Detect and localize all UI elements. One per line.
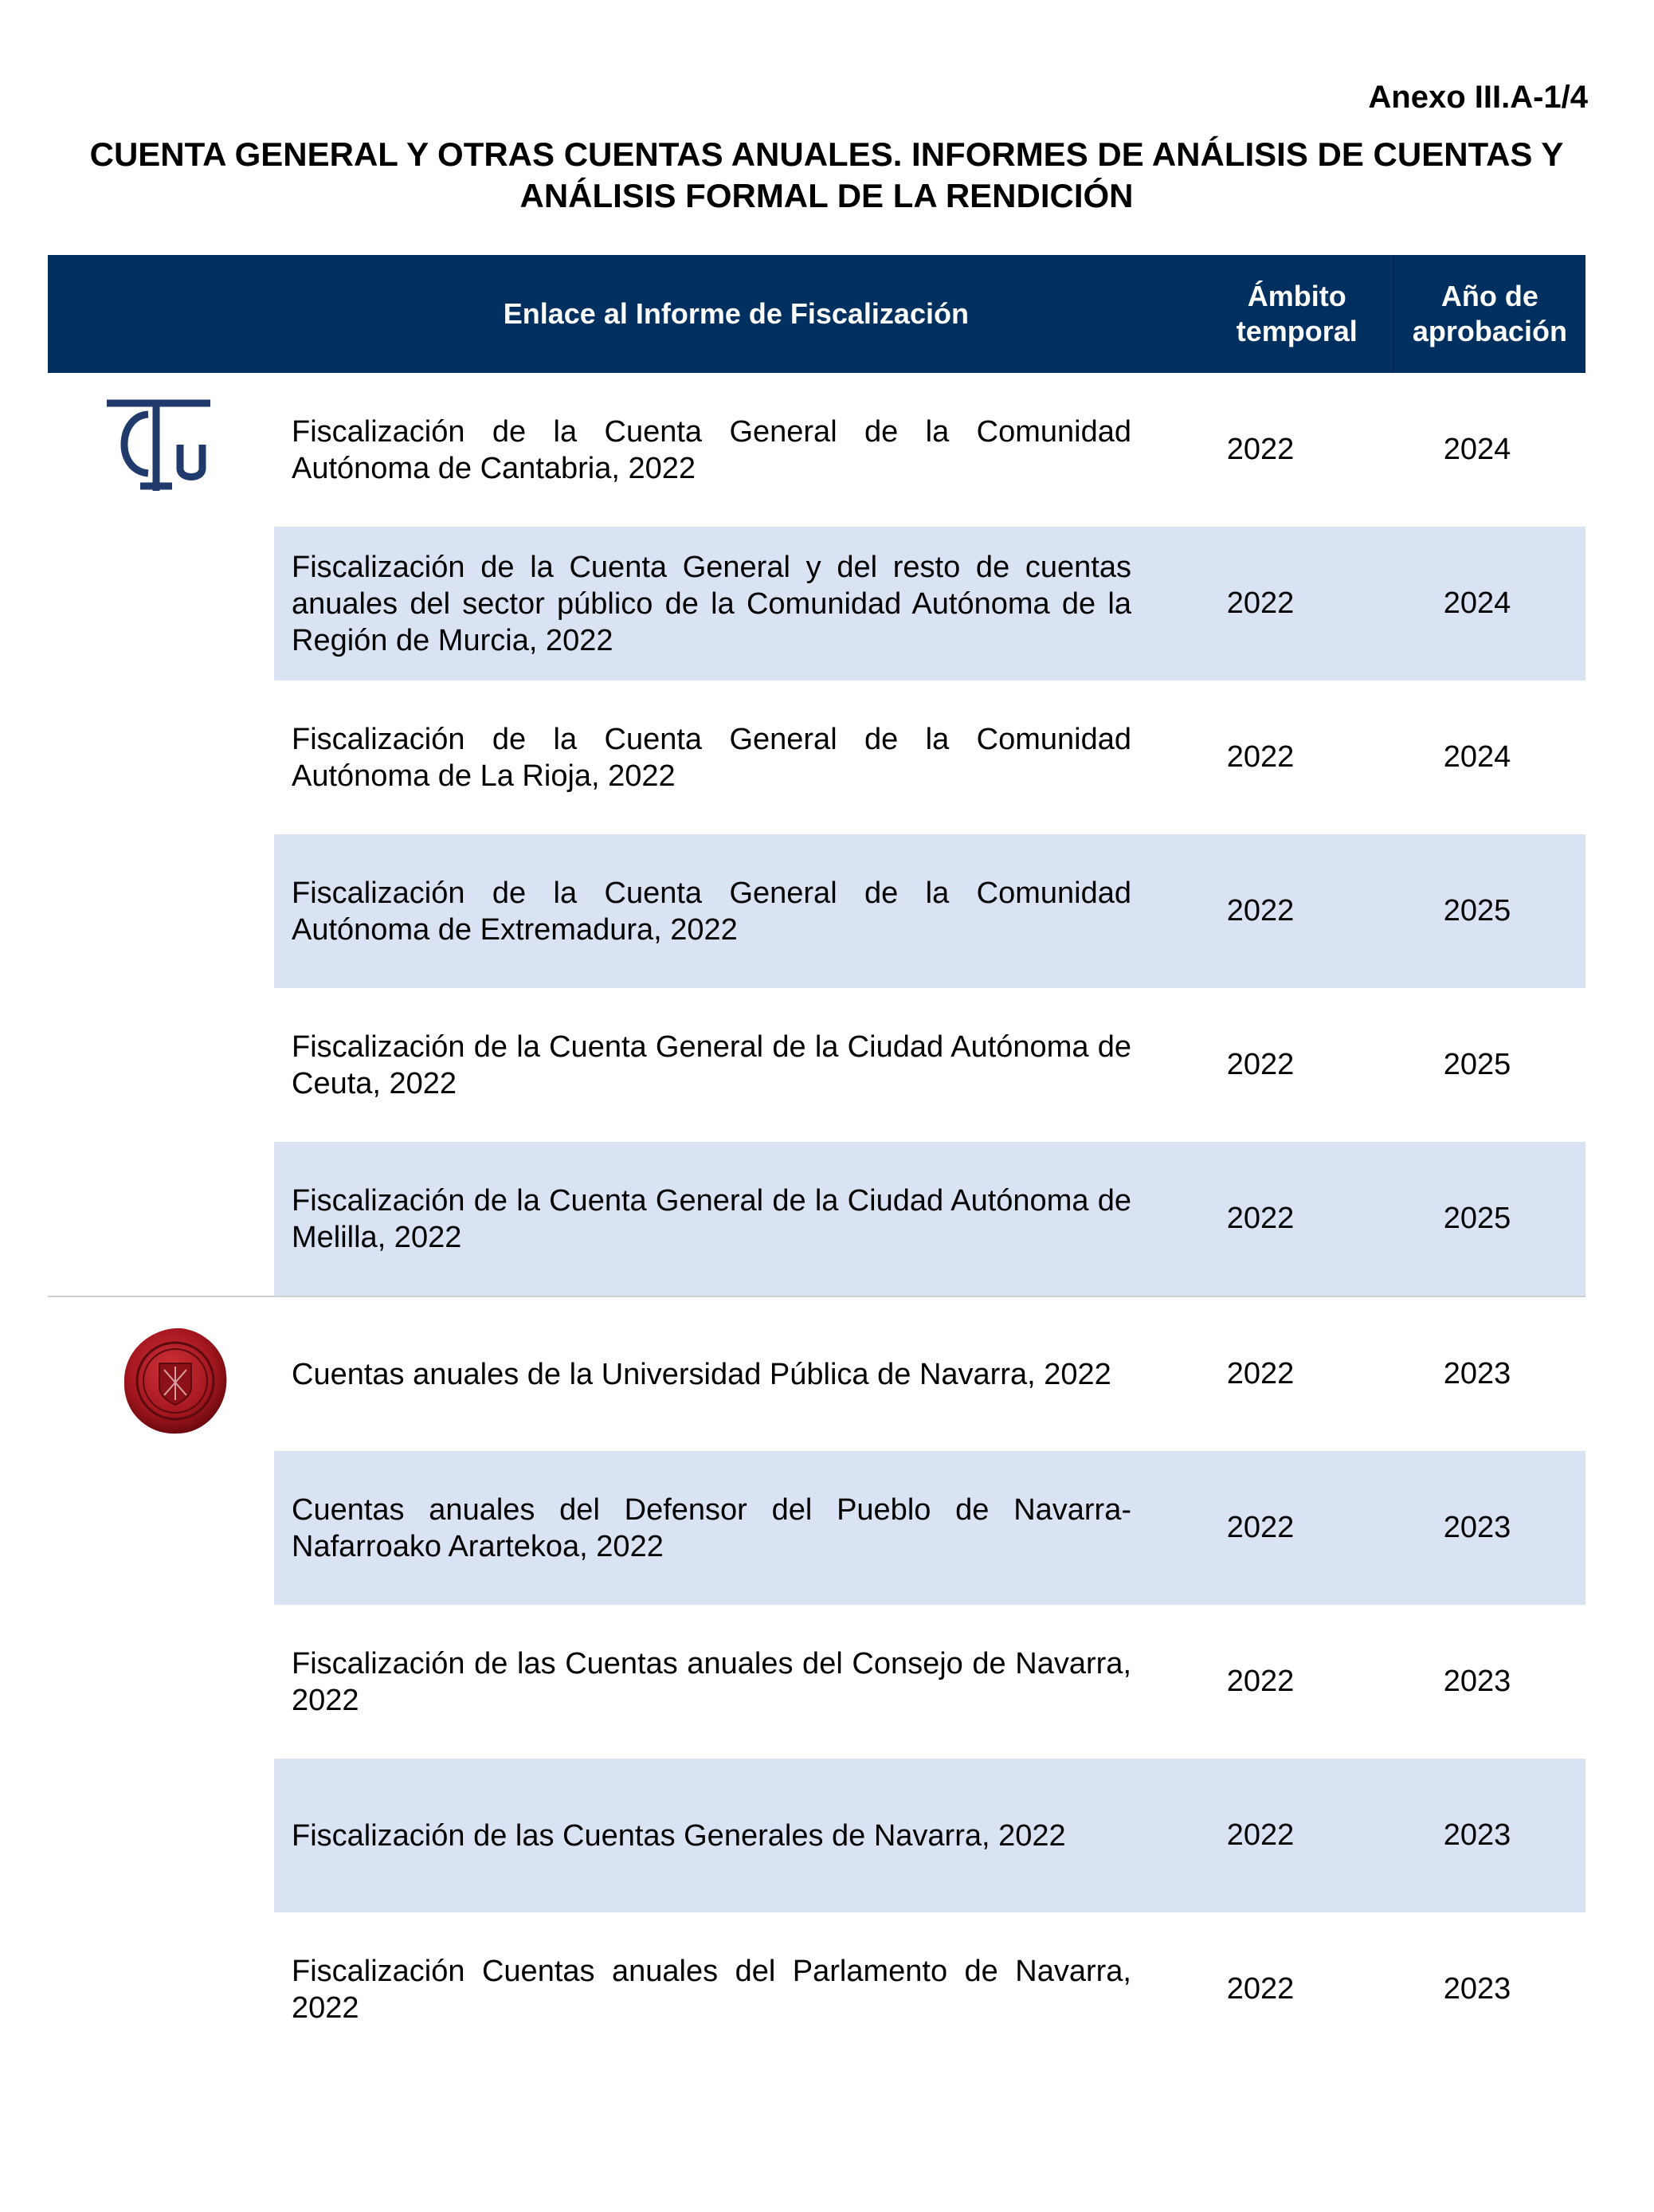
ano-cell: 2023 xyxy=(1443,1972,1511,2006)
table-row xyxy=(274,527,1585,680)
ano-cell: 2023 xyxy=(1443,1511,1511,1544)
report-link[interactable]: Fiscalización de la Cuenta General de la Ciudad Autónoma de Melilla, 2022 xyxy=(292,1183,1131,1254)
table-row xyxy=(274,988,1585,1142)
page-title: CUENTA GENERAL Y OTRAS CUENTAS ANUALES. INFORMES DE ANÁLISIS DE CUENTAS Y ANÁLISIS FORMAL DE LA RENDICIÓN xyxy=(89,135,1564,214)
header-link: Enlace al Informe de Fiscalización xyxy=(503,297,969,330)
table-row xyxy=(274,834,1585,988)
report-link[interactable]: Fiscalización de la Cuenta General de la Comunidad Autónoma de Extremadura, 2022 xyxy=(292,876,1131,947)
ambito-cell: 2022 xyxy=(1226,1665,1295,1698)
group-navarra xyxy=(48,1297,1585,2066)
navarra-seal-icon xyxy=(120,1325,231,1437)
ano-cell: 2025 xyxy=(1443,1048,1511,1081)
report-link[interactable]: Fiscalización de la Cuenta General de la Comunidad Autónoma de Cantabria, 2022 xyxy=(292,414,1131,485)
header-ano: Año de aprobación xyxy=(1412,280,1567,347)
report-link[interactable]: Fiscalización Cuentas anuales del Parlamento de Navarra, 2022 xyxy=(292,1954,1131,2025)
ambito-cell: 2022 xyxy=(1226,433,1295,466)
group-logo xyxy=(48,373,274,1296)
ano-cell: 2024 xyxy=(1443,586,1511,620)
ambito-cell: 2022 xyxy=(1226,1048,1295,1081)
table-row xyxy=(274,1142,1585,1296)
ambito-cell: 2022 xyxy=(1226,1972,1295,2006)
report-link[interactable]: Fiscalización de la Cuenta General de la Ciudad Autónoma de Ceuta, 2022 xyxy=(292,1030,1131,1100)
ambito-cell: 2022 xyxy=(1226,1818,1295,1852)
report-link[interactable]: Cuentas anuales de la Universidad Pública de Navarra, 2022 xyxy=(292,1357,1111,1391)
header-ambito: Ámbito temporal xyxy=(1201,255,1394,373)
report-link[interactable]: Cuentas anuales del Defensor del Pueblo de Navarra-Nafarroako Arartekoa, 2022 xyxy=(292,1492,1131,1563)
ambito-cell: 2022 xyxy=(1226,1202,1295,1235)
ambito-cell: 2022 xyxy=(1226,1511,1295,1544)
ambito-cell: 2022 xyxy=(1226,740,1295,774)
report-link[interactable]: Fiscalización de la Cuenta General de la Comunidad Autónoma de La Rioja, 2022 xyxy=(292,722,1131,793)
report-link[interactable]: Fiscalización de las Cuentas anuales del Consejo de Navarra, 2022 xyxy=(292,1646,1131,1717)
reports-table xyxy=(48,255,1585,2066)
ano-cell: 2024 xyxy=(1443,433,1511,466)
report-link[interactable]: Fiscalización de la Cuenta General y del resto de cuentas anuales del sector público de la Comunidad Autónoma de la Región de Murcia, 2022 xyxy=(292,550,1131,657)
ano-cell: 2023 xyxy=(1443,1818,1511,1852)
table-header xyxy=(48,255,1585,373)
table-row xyxy=(274,1605,1585,1759)
table-row xyxy=(274,1759,1585,1912)
table-row xyxy=(274,373,1585,527)
ano-cell: 2025 xyxy=(1443,1202,1511,1235)
ano-cell: 2023 xyxy=(1443,1665,1511,1698)
group-logo xyxy=(48,1297,274,2066)
ambito-cell: 2022 xyxy=(1226,586,1295,620)
report-link[interactable]: Fiscalización de las Cuentas Generales de Navarra, 2022 xyxy=(292,1818,1066,1853)
ambito-cell: 2022 xyxy=(1226,1357,1295,1390)
tcu-logo-icon xyxy=(104,397,215,496)
ano-cell: 2023 xyxy=(1443,1357,1511,1390)
ano-cell: 2025 xyxy=(1443,894,1511,928)
table-row xyxy=(274,680,1585,834)
group-rows xyxy=(274,1297,1585,2066)
group-tcu xyxy=(48,373,1585,1296)
table-row xyxy=(274,1912,1585,2066)
group-rows xyxy=(274,373,1585,1296)
ano-cell: 2024 xyxy=(1443,740,1511,774)
table-row xyxy=(274,1297,1585,1451)
ambito-cell: 2022 xyxy=(1226,894,1295,928)
table-row xyxy=(274,1451,1585,1605)
annex-label: Anexo III.A-1/4 xyxy=(1368,80,1588,115)
